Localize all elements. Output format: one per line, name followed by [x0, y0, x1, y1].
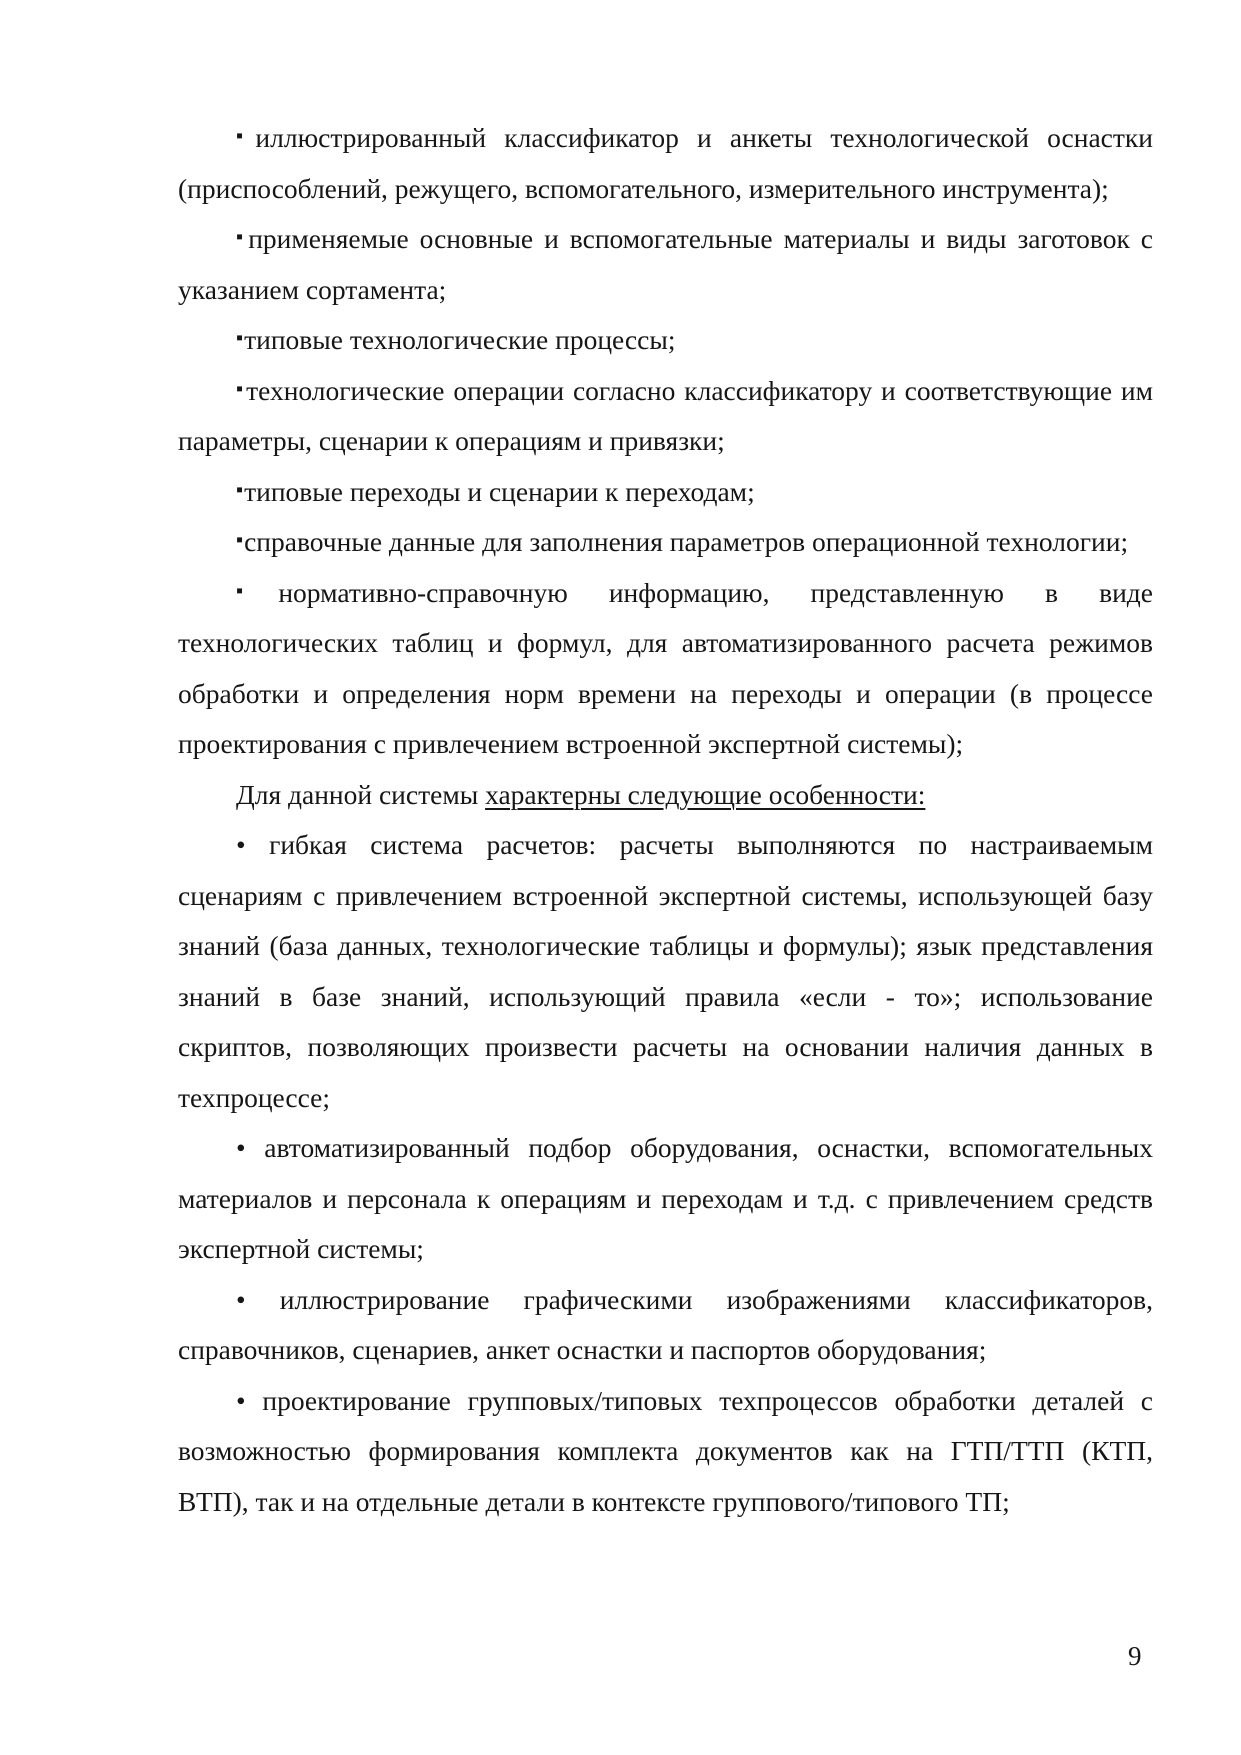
list-item-operations: ▪ технологические операции согласно классификатору и соответствующие им параметры, сценарии к операциям и привязки;: [178, 366, 1153, 467]
features-intro: [178, 770, 1153, 821]
feature-graphic-illustration: • иллюстрирование графическими изображениями классификаторов, справочников, сценариев, анкет оснастки и паспортов оборудования;: [178, 1275, 1153, 1376]
feature-automated-selection: • автоматизированный подбор оборудования, оснастки, вспомогательных материалов и персонала к операциям и переходам и т.д. с привлечением средств экспертной системы;: [178, 1123, 1153, 1275]
list-item-transitions: ▪ типовые переходы и сценарии к переходам;: [178, 467, 1153, 518]
feature-group-process-design: • проектирование групповых/типовых техпроцессов обработки деталей с возможностью формирования комплекта документов как на ГТП/ТТП (КТП, ВТП), так и на отдельные детали в контексте группового/типового ТП;: [178, 1376, 1153, 1528]
page-number: 9: [1128, 1641, 1142, 1671]
list-item-fixture-classifier: ▪ иллюстрированный классификатор и анкеты технологической оснастки (приспособлений, режущего, вспомогательного, измерительного инструмента);: [178, 113, 1153, 214]
list-item-reference-data: ▪ справочные данные для заполнения параметров операционной технологии;: [178, 517, 1153, 568]
list-item-typical-processes: ▪ типовые технологические процессы;: [178, 315, 1153, 366]
list-item-materials: ▪ применяемые основные и вспомогательные материалы и виды заготовок с указанием сортамента;: [178, 214, 1153, 315]
body-text: [178, 113, 1153, 1527]
list-item-normative-info: ▪ нормативно-справочную информацию, представленную в виде технологических таблиц и формул, для автоматизированного расчета режимов обработки и определения норм времени на переходы и операции (в процессе проектирования с привлечением встроенной экспертной системы);: [178, 568, 1153, 770]
features-intro-prefix: Для данной системы: [236, 778, 486, 810]
feature-flexible-calculations: • гибкая система расчетов: расчеты выполняются по настраиваемым сценариям с привлечением встроенной экспертной системы, использующей базу знаний (база данных, технологические таблицы и формулы); язык представления знаний в базе знаний, использующий правила «если - то»; использование скриптов, позволяющих произвести расчеты на основании наличия данных в техпроцессе;: [178, 820, 1153, 1123]
features-intro-underlined: характерны следующие особенности:: [485, 778, 926, 810]
